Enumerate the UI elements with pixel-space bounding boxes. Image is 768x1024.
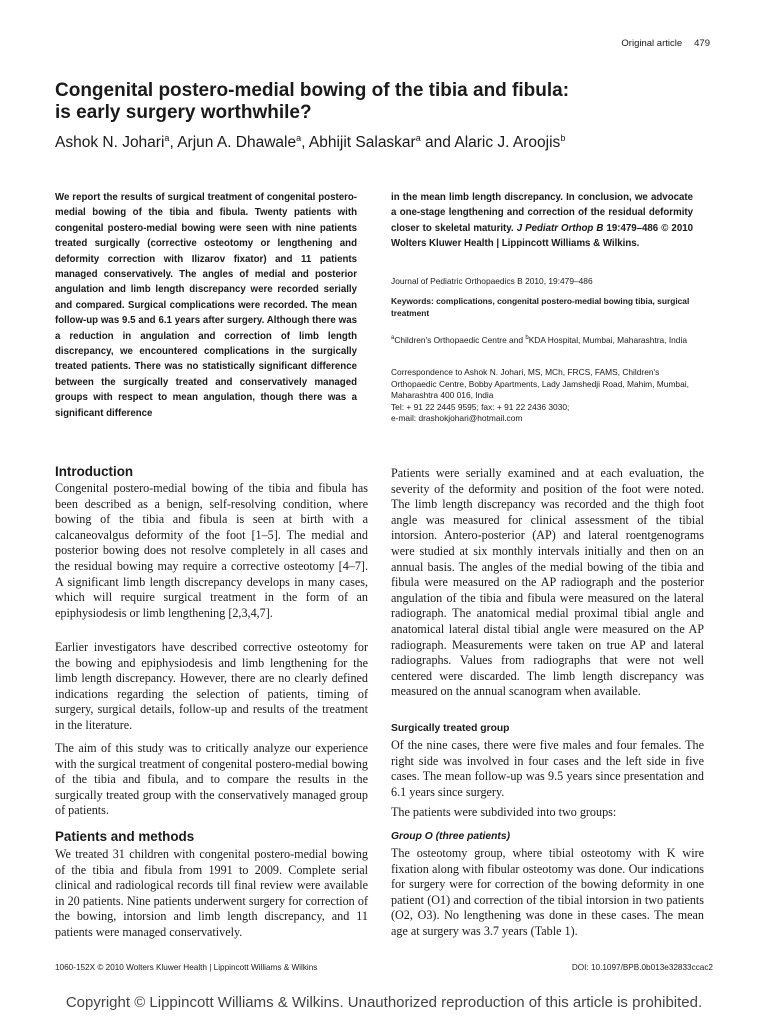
surgical-paragraph-1: Of the nine cases, there were five males and four females. The right side was involved in four cases and the left side in five cases. The mean follow-up was 9.5 years since presentation and 6.1 years since surgery. [391,738,704,799]
abstract-right [391,190,693,252]
author-sep: , [169,134,178,152]
section-heading-patients-methods: Patients and methods [55,829,195,844]
correspondence-phone: Tel: + 91 22 2445 9595; fax: + 91 22 2436 3030; [391,401,570,412]
affil-sup-b: b [525,335,529,341]
author-sep: , [301,134,309,152]
subheading-surgically-treated: Surgically treated group [391,723,510,734]
correspondence-address: Correspondence to Ashok N. Johari, MS, MCh, FRCS, FAMS, Children's Orthopaedic Centre, Bobby Apartments, Lady Jamshedji Road, Mahim, Mumbai, Maharashtra 400 016, India [391,367,689,400]
author-3: Abhijit Salaskar [308,134,416,152]
journal-volume: 19:479–486 [548,276,593,286]
correspondence [391,367,701,425]
journal-citation: Journal of Pediatric Orthopaedics B 2010, 19:479–486 [391,276,593,286]
intro-paragraph-2: Earlier investigators have described corrective osteotomy for the bowing and epiphysiodesis and limb lengthening for the limb length discrepancy. However, there are no clearly defined indications regarding the selection of patients, timing of surgery, surgical details, follow-up and results of the treatment in the literature. [55,640,368,732]
affiliation [391,333,696,346]
abstract-left: We report the results of surgical treatment of congenital postero-medial bowing of the tibia and fibula. Twenty patients with congenital postero-medial bowing were seen with nine patients treated surgically (corrective osteotomy or lengthening and deformity correction with Ilizarov fixator) and 11 patients managed conservatively. The angles of medial and posterior angulation and limb length discrepancy were recorded serially and compared. Surgical complications were recorded. The mean follow-up was 9.5 and 6.1 years after surgery. Although there was a reduction in angulation and correction of limb length discrepancy, we encountered complications in the surgically treated patients. There was no statistically significant difference between the surgically treated and conservatively managed groups with respect to mean angulation, though there was a significant difference [55,192,357,419]
copyright-notice: Copyright © Lippincott Williams & Wilkins. Unauthorized reproduction of this article is prohibited. [65,994,703,1011]
author-4-affil: b [560,133,566,143]
intro-paragraph-3: The aim of this study was to critically analyze our experience with the surgical treatment of congenital postero-medial bowing of the tibia and fibula, and to compare the results in the surgically treated group with the conservatively managed group of patients. [55,741,368,818]
author-1-affil: a [164,133,170,143]
abstract-citation-journal: J Pediatr Orthop B [516,222,604,234]
article-type-label: Original article [621,38,683,49]
article-title [55,80,715,124]
author-1: Ashok N. Johari [55,134,165,152]
methods-paragraph-1: We treated 31 children with congenital postero-medial bowing of the tibia and fibula from 1991 to 2009. Complete serial clinical and radiological records till final review were available in 20 patients. Nine patients underwent surgery for correction of the bowing, intorsion and limb length discrepancy, and 11 patients were managed conservatively. [55,847,368,939]
intro-paragraph-1: Congenital postero-medial bowing of the tibia and fibula has been described as a benign, self-resolving condition, where bowing of the tibia and fibula is seen at birth with a calcaneovalgus deformity of the foot [1–5]. The medial and posterior bowing does not resolve completely in all cases and the residual bowing may require a corrective osteotomy [4–7]. A significant limb length discrepancy develops in many cases, which will require surgical treatment in the form of an epiphysiodesis or limb lengthening [2,3,4,7]. [55,481,368,620]
running-head [621,38,710,49]
author-sep: and [420,134,455,152]
methods-paragraph-2: Patients were serially examined and at each evaluation, the severity of the deformity and position of the foot were noted. The limb length discrepancy was recorded and the thigh foot angle was measured for clinical assessment of the tibial intorsion. Antero-posterior (AP) and lateral roentgenograms were studied at six monthly intervals initially and then on an annual basis. The angles of the medial bowing of the tibia and fibula were measured on the AP radiograph and the posterior angulation of the tibia and fibula were measured on the lateral radiograph. The anatomical medial proximal tibial angle and anatomical lateral distal tibial angle were measured on the AP radiograph. Measurements were taken on true AP and lateral radiographs. Values from radiographs that were not well centered were discarded. The limb length discrepancy was measured on the annual scanogram when available. [391,466,704,699]
page-number: 479 [694,38,710,49]
title-line-1: Congenital postero-medial bowing of the tibia and fibula: [55,80,570,101]
subheading-group-o: Group O (three patients) [391,831,510,842]
footer-doi: DOI: 10.1097/BPB.0b013e32833ccac2 [571,963,713,972]
affil-part-b: KDA Hospital, Mumbai, Maharashtra, India [528,334,687,345]
affil-part-a: Children's Orthopaedic Centre and [394,334,526,345]
journal-year: 2010 [525,276,544,286]
title-line-2: is early surgery worthwhile? [55,102,312,123]
keywords: Keywords: complications, congenital postero-medial bowing tibia, surgical treatment [391,296,690,318]
author-4: Alaric J. Aroojis [454,134,561,152]
abstract-right-text: in the mean limb length discrepancy. In conclusion, we advocate a one-stage lengthening and correction of the residual deformity closer to skeletal maturity. [391,192,693,234]
abstract-citation-tail: 19:479–486 © 2010 Wolters Kluwer Health | Lippincott Williams & Wilkins. [391,222,693,250]
journal-name: Journal of Pediatric Orthopaedics B [391,276,523,286]
author-2: Arjun A. Dhawale [177,134,297,152]
surgical-paragraph-2: The patients were subdivided into two groups: [391,805,617,819]
author-3-affil: a [415,133,421,143]
author-list [55,128,735,153]
affil-sup-a: a [391,335,395,341]
author-2-affil: a [296,133,302,143]
group-o-paragraph: The osteotomy group, where tibial osteotomy with K wire fixation along with fibular osteotomy was done. Our indications for surgery were for correction of the bowing deformity in one patient (O1) and correction of the tibial intorsion in two patients (O2, O3). No lengthening was done in these cases. The mean age at surgery was 3.7 years (Table 1). [391,846,704,938]
footer-issn: 1060-152X © 2010 Wolters Kluwer Health | Lippincott Williams & Wilkins [55,963,318,972]
section-heading-introduction: Introduction [55,464,134,479]
correspondence-email: e-mail: drashokjohari@hotmail.com [391,413,523,423]
